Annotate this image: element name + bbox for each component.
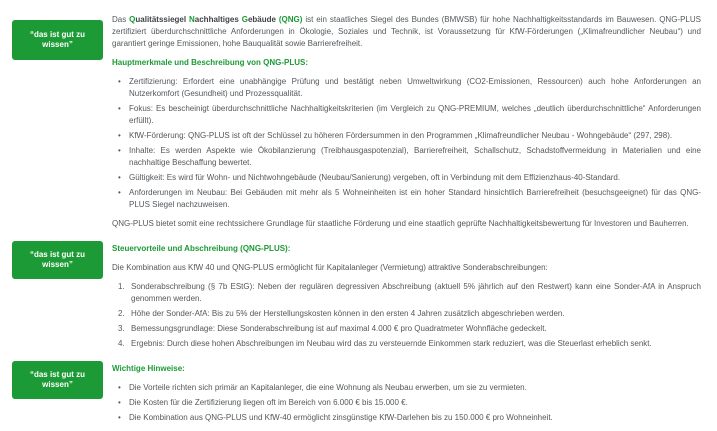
bullet-text: KfW-Förderung: QNG-PLUS ist oft der Schlüssel zu höheren Fördersummen in den Programmen „Klimafreundlicher Neubau - Wohngebäude“ (297, 298). xyxy=(129,131,673,140)
item-number: 2. xyxy=(118,309,125,318)
bullet-marker: • xyxy=(118,398,121,407)
item-number: 4. xyxy=(118,339,125,348)
bullet-marker: • xyxy=(118,146,121,155)
notes-bullet-list xyxy=(112,382,701,424)
bullet-item xyxy=(118,172,701,184)
section-overview-content xyxy=(112,14,701,237)
bullet-marker: • xyxy=(118,413,121,422)
numbered-item xyxy=(118,281,701,305)
item-number: 3. xyxy=(118,324,125,333)
bullet-marker: • xyxy=(118,188,121,197)
bullet-item xyxy=(118,145,701,169)
label-gutter xyxy=(0,14,112,60)
numbered-item-text: Bemessungsgrundlage: Diese Sonderabschreibung ist auf maximal 4.000 € pro Quadratmeter Wohnfläche gedeckelt. xyxy=(131,324,547,333)
bullet-item xyxy=(118,130,701,142)
bullet-text: Gültigkeit: Es wird für Wohn- und Nichtwohngebäude (Neubau/Sanierung) vergeben, oft in Verbindung mit dem Effizienzhaus-40-Standard. xyxy=(129,173,621,182)
bullet-text: Die Kombination aus QNG-PLUS und KfW-40 ermöglicht zinsgünstige KfW-Darlehen bis zu 150.000 € pro Wohneinheit. xyxy=(129,413,553,422)
section-tax-content xyxy=(112,243,701,357)
bullet-marker: • xyxy=(118,104,121,113)
tax-numbered-list xyxy=(112,281,701,350)
section-heading-hauptmerkmale: Hauptmerkmale und Beschreibung von QNG-PLUS: xyxy=(112,58,309,67)
bullet-item xyxy=(118,397,701,409)
bullet-item xyxy=(118,382,701,394)
intro-text: ist ein staatliches Siegel des Bundes (BMWSB) für hohe Nachhaltigkeitsstandards im Bauwesen. QNG-PLUS zertifiziert überdurchschnittliche Anforderungen in Ökologie, Soziales und Technik, ist Voraussetzung für KfW-Förderungen („Klimafreundlicher Neubau“) und garantiert geringe Emissionen, hohe Bauqualität sowie Barrierefreiheit. xyxy=(112,15,701,48)
bullet-marker: • xyxy=(118,173,121,182)
label-gutter xyxy=(0,363,112,399)
highlight-initial-n: N xyxy=(189,15,195,24)
numbered-item-text: Höhe der Sonder-AfA: Bis zu 5% der Herstellungskosten können in den ersten 4 Jahren zusätzlich abgeschrieben werden. xyxy=(131,309,565,318)
bold-word: ebäude xyxy=(247,15,279,24)
section-notes-content xyxy=(112,363,701,431)
info-label-badge: “das ist gut zu wissen” xyxy=(12,241,103,279)
section-tax-benefits xyxy=(0,243,701,357)
bold-word: achhaltiges xyxy=(194,15,242,24)
label-gutter xyxy=(0,243,112,279)
numbered-item xyxy=(118,323,701,335)
bullet-item xyxy=(118,187,701,211)
bullet-text: Die Kosten für die Zertifizierung liegen oft im Bereich von 6.000 € bis 15.000 €. xyxy=(129,398,408,407)
bullet-item xyxy=(118,412,701,424)
closing-paragraph: QNG-PLUS bietet somit eine rechtssichere Grundlage für staatliche Förderung und eine staatlich geprüfte Nachhaltigkeitsbewertung für Investoren und Bauherren. xyxy=(112,219,689,228)
bullet-marker: • xyxy=(118,383,121,392)
info-label-badge: “das ist gut zu wissen” xyxy=(12,20,103,60)
item-number: 1. xyxy=(118,282,125,291)
bullet-marker: • xyxy=(118,131,121,140)
section-heading-steuervorteile: Steuervorteile und Abschreibung (QNG-PLUS): xyxy=(112,244,291,253)
info-label-badge: “das ist gut zu wissen” xyxy=(12,361,103,399)
bullet-text: Inhalte: Es werden Aspekte wie Ökobilanzierung (Treibhausgaspotenzial), Barrierefreiheit, Schallschutz, Schadstoffvermeidung in Materialien und eine nachhaltige Beschaffung bewertet. xyxy=(129,146,701,167)
bullet-text: Anforderungen im Neubau: Bei Gebäuden mit mehr als 5 Wohneinheiten ist ein hoher Standard hinsichtlich Barrierefreiheit (besuchsgeeignet) für das QNG-PLUS Siegel nachzuweisen. xyxy=(129,188,701,209)
bold-word: ualitätssiegel xyxy=(135,15,189,24)
bullet-item xyxy=(118,103,701,127)
feature-bullet-list xyxy=(112,76,701,211)
numbered-item xyxy=(118,338,701,350)
intro-text: Das xyxy=(112,15,130,24)
numbered-item xyxy=(118,308,701,320)
numbered-item-text: Sonderabschreibung (§ 7b EStG): Neben der regulären degressiven Abschreibung (aktuell 5% jährlich auf den Restwert) kann eine Sonder-AfA in Anspruch genommen werden. xyxy=(131,282,701,303)
numbered-item-text: Ergebnis: Durch diese hohen Abschreibungen im Neubau wird das zu versteuernde Einkommen stark reduziert, was die Steuerlast erheblich senkt. xyxy=(131,339,652,348)
intro-paragraph xyxy=(112,14,701,50)
section-overview xyxy=(0,14,701,237)
bullet-item xyxy=(118,76,701,100)
section-heading-wichtige-hinweise: Wichtige Hinweise: xyxy=(112,364,185,373)
highlight-initial-g: G xyxy=(241,15,248,24)
section-important-notes xyxy=(0,363,701,431)
tax-intro-paragraph: Die Kombination aus KfW 40 und QNG-PLUS ermöglicht für Kapitalanleger (Vermietung) attraktive Sonderabschreibungen: xyxy=(112,263,548,272)
bullet-text: Die Vorteile richten sich primär an Kapitalanleger, die eine Wohnung als Neubau erwerben, um sie zu vermieten. xyxy=(129,383,527,392)
bullet-text: Fokus: Es bescheinigt überdurchschnittliche Nachhaltigkeitskriterien (im Vergleich zu QNG-PREMIUM, welches „deutlich überdurchschnittliche“ Anforderungen erfüllt). xyxy=(129,104,701,125)
bullet-marker: • xyxy=(118,77,121,86)
highlight-qng-abbr: (QNG) xyxy=(278,15,303,24)
highlight-initial-q: Q xyxy=(129,15,136,24)
bullet-text: Zertifizierung: Erfordert eine unabhängige Prüfung und bestätigt neben Umweltwirkung (CO2-Emissionen, Ressourcen) auch hohe Anforderungen an Nutzerkomfort (Gesundheit) und Prozessqualität. xyxy=(129,77,701,98)
